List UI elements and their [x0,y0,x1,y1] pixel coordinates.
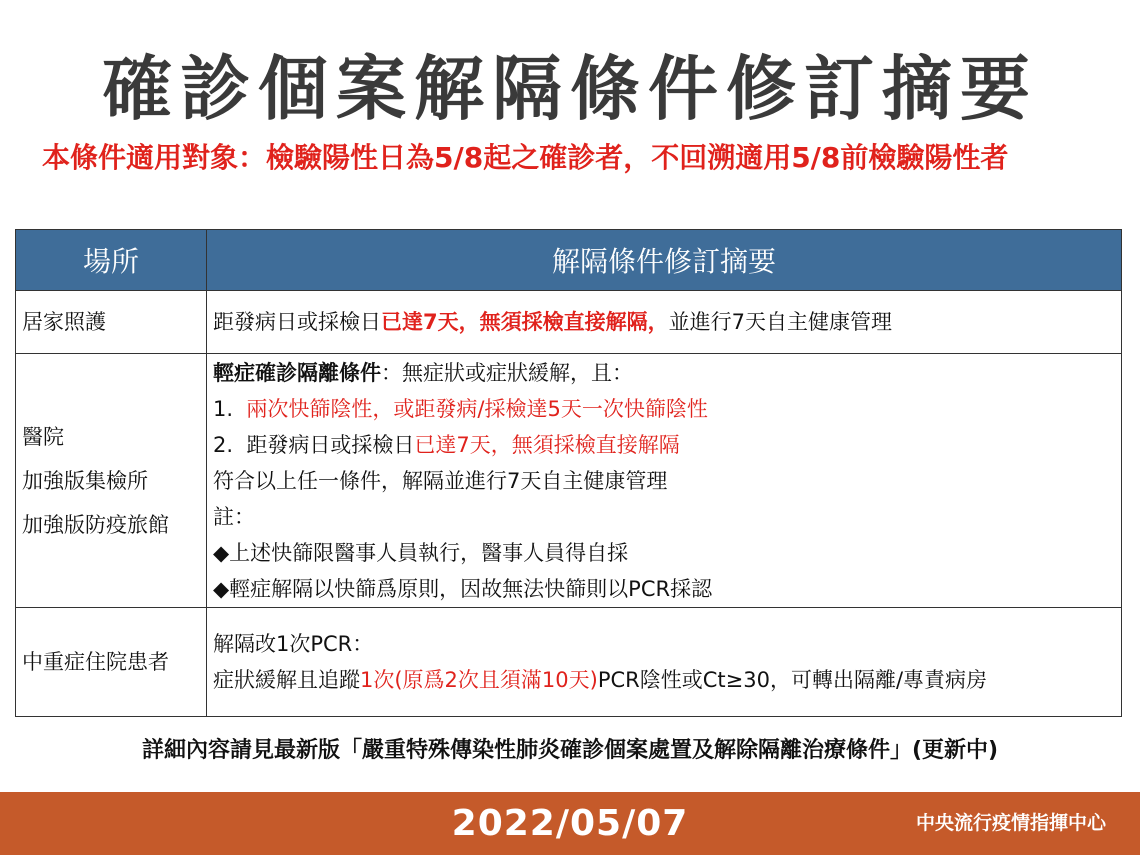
footer-date: 2022/05/07 [451,803,689,844]
note-label: 註： [213,504,255,529]
page-title: 確診個案解隔條件修訂摘要 [102,48,1038,130]
condition-item-2: 2. 距發病日或採檢日已達7天，無須採檢直接解隔 [213,432,680,457]
mild-case-intro: 輕症確診隔離條件：無症狀或症狀緩解，且： [213,360,633,385]
place-hospital: 醫院 [22,424,64,449]
row3-place: 中重症住院患者 [16,608,207,717]
note-2: ◆輕症解隔以快篩爲原則，因故無法快篩則以PCR採認 [213,576,713,601]
row1-place: 居家照護 [16,291,207,354]
either-condition-text: 符合以上任一條件，解隔並進行7天自主健康管理 [213,468,668,493]
row2-summary [207,354,1122,608]
footnote: 詳細內容請見最新版「嚴重特殊傳染性肺炎確診個案處置及解除隔離治療條件」(更新中) [141,738,999,763]
row2-places [16,354,207,608]
footer-bar [0,792,1140,855]
scope-note: 本條件適用對象：檢驗陽性日為5/8起之確診者，不回溯適用5/8前檢驗陽性者 [42,141,1009,174]
highlight-text: 1次(原爲2次且須滿10天) [360,668,598,692]
note-1: ◆上述快篩限醫事人員執行，醫事人員得自採 [213,540,629,565]
table-row [16,354,1122,608]
row3-summary: 解隔改1次PCR： 症狀緩解且追蹤1次(原爲2次且須滿10天)PCR陰性或Ct≥30，可轉出隔離/專責病房 [207,608,1122,717]
diamond-bullet-icon: ◆ [213,576,230,601]
place-quarantine-hotel: 加強版防疫旅館 [22,512,169,537]
row1-summary: 距發病日或採檢日已達7天，無須採檢直接解隔，並進行7天自主健康管理 [207,291,1122,354]
diamond-bullet-icon: ◆ [213,540,230,565]
agency-name: 中央流行疫情指揮中心 [915,812,1106,834]
condition-item-1: 1. 兩次快篩陰性，或距發病/採檢達5天一次快篩陰性 [213,396,708,421]
place-quarantine-center: 加強版集檢所 [22,468,148,493]
highlight-text: 已達7天，無須採檢直接解隔， [381,310,669,334]
header-place: 場所 [16,230,207,291]
table-row [16,608,1122,717]
table-row [16,291,1122,354]
header-summary: 解隔條件修訂摘要 [207,230,1122,291]
table-header-row [16,230,1122,291]
conditions-table [15,229,1122,717]
